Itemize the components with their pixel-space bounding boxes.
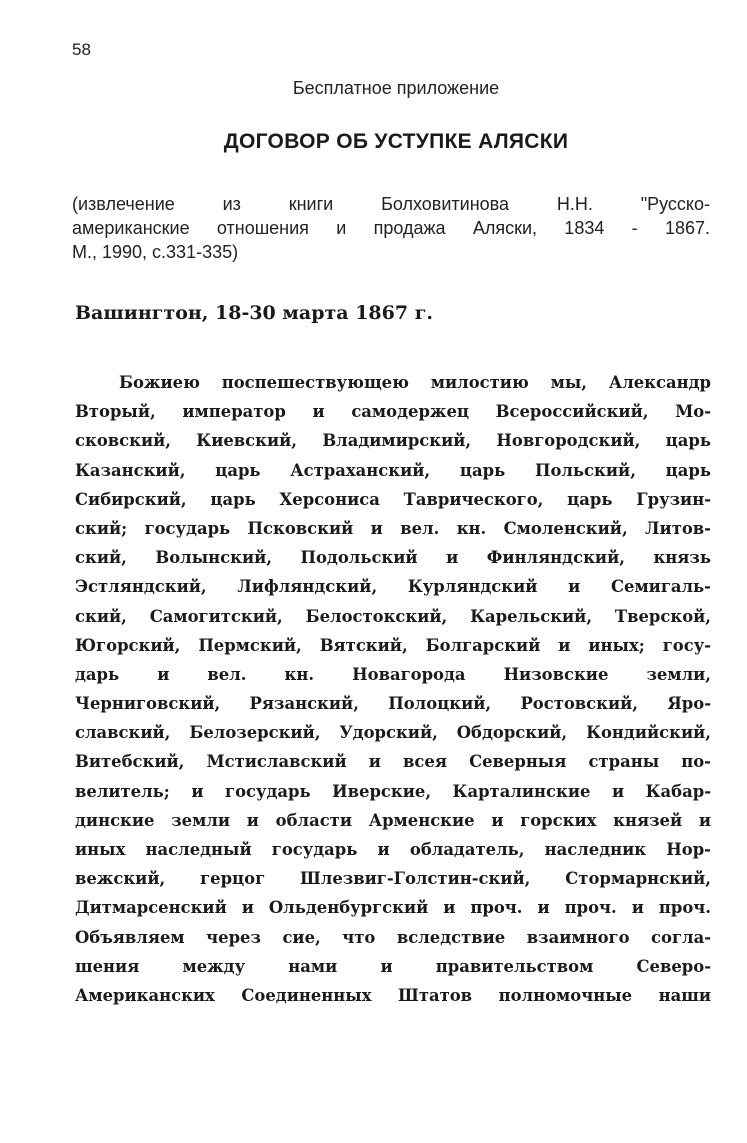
document-title: ДОГОВОР ОБ УСТУПКЕ АЛЯСКИ xyxy=(223,130,569,153)
body-line: сковский, Киевский, Владимирский, Новгородский, царь xyxy=(75,431,711,451)
body-line: Витебский, Мстиславский и всея Северныя страны по- xyxy=(75,752,711,772)
body-line: шения между нами и правительством Северо- xyxy=(75,956,711,976)
body-line: Божиею поспешествующею милостию мы, Александр xyxy=(119,373,711,392)
body-line: славский, Белозерский, Удорский, Обдорский, Кондийский, xyxy=(75,723,711,743)
body-line: вежский, герцог Шлезвиг-Голстин-ский, Стормарнский, xyxy=(75,869,711,889)
body-line: ский, Самогитский, Белостокский, Карельский, Тверской, xyxy=(75,606,711,626)
source-line: американские отношения и продажа Аляски, 1834 - 1867. xyxy=(72,218,710,238)
body-line: Эстляндский, Лифляндский, Курляндский и Семигаль- xyxy=(75,577,711,597)
page-number: 58 xyxy=(72,40,91,59)
body-line: дарь и вел. кн. Новагорода Низовские земли, xyxy=(75,664,711,684)
body-line: ский, Волынский, Подольский и Финляндский, князь xyxy=(75,548,711,568)
body-line: Американских Соединенных Штатов полномочные наши xyxy=(75,985,711,1005)
body-line: Вторый, император и самодержец Всероссийский, Мо- xyxy=(75,402,711,422)
body-line: динские земли и области Арменские и горских князей и xyxy=(75,810,711,830)
body-line: иных наследный государь и обладатель, наследник Нор- xyxy=(75,840,711,859)
body-line: Югорский, Пермский, Вятский, Болгарский и иных; госу- xyxy=(75,635,711,655)
body-line: Черниговский, Рязанский, Полоцкий, Ростовский, Яро- xyxy=(75,694,711,714)
body-line: Казанский, царь Астраханский, царь Польский, царь xyxy=(75,460,711,480)
body-line: ский; государь Псковский и вел. кн. Смоленский, Литов- xyxy=(75,518,711,538)
body-line: Объявляем через сие, что вследствие взаимного согла- xyxy=(75,927,711,947)
body-line: Дитмарсенский и Ольденбургский и проч. и проч. и проч. xyxy=(75,898,711,918)
source-line: М., 1990, с.331-335) xyxy=(72,242,239,262)
place-date: Вашингтон, 18-30 марта 1867 г. xyxy=(75,302,433,324)
source-citation xyxy=(72,192,710,264)
body-line: велитель; и государь Иверские, Карталинские и Кабар- xyxy=(75,781,711,801)
treaty-text xyxy=(75,368,711,1010)
source-line: (извлечение из книги Болховитинова Н.Н. "Русско- xyxy=(72,194,710,214)
supplement-label: Бесплатное приложение xyxy=(292,78,500,98)
body-line: Сибирский, царь Херсониса Таврического, царь Грузин- xyxy=(75,489,711,509)
